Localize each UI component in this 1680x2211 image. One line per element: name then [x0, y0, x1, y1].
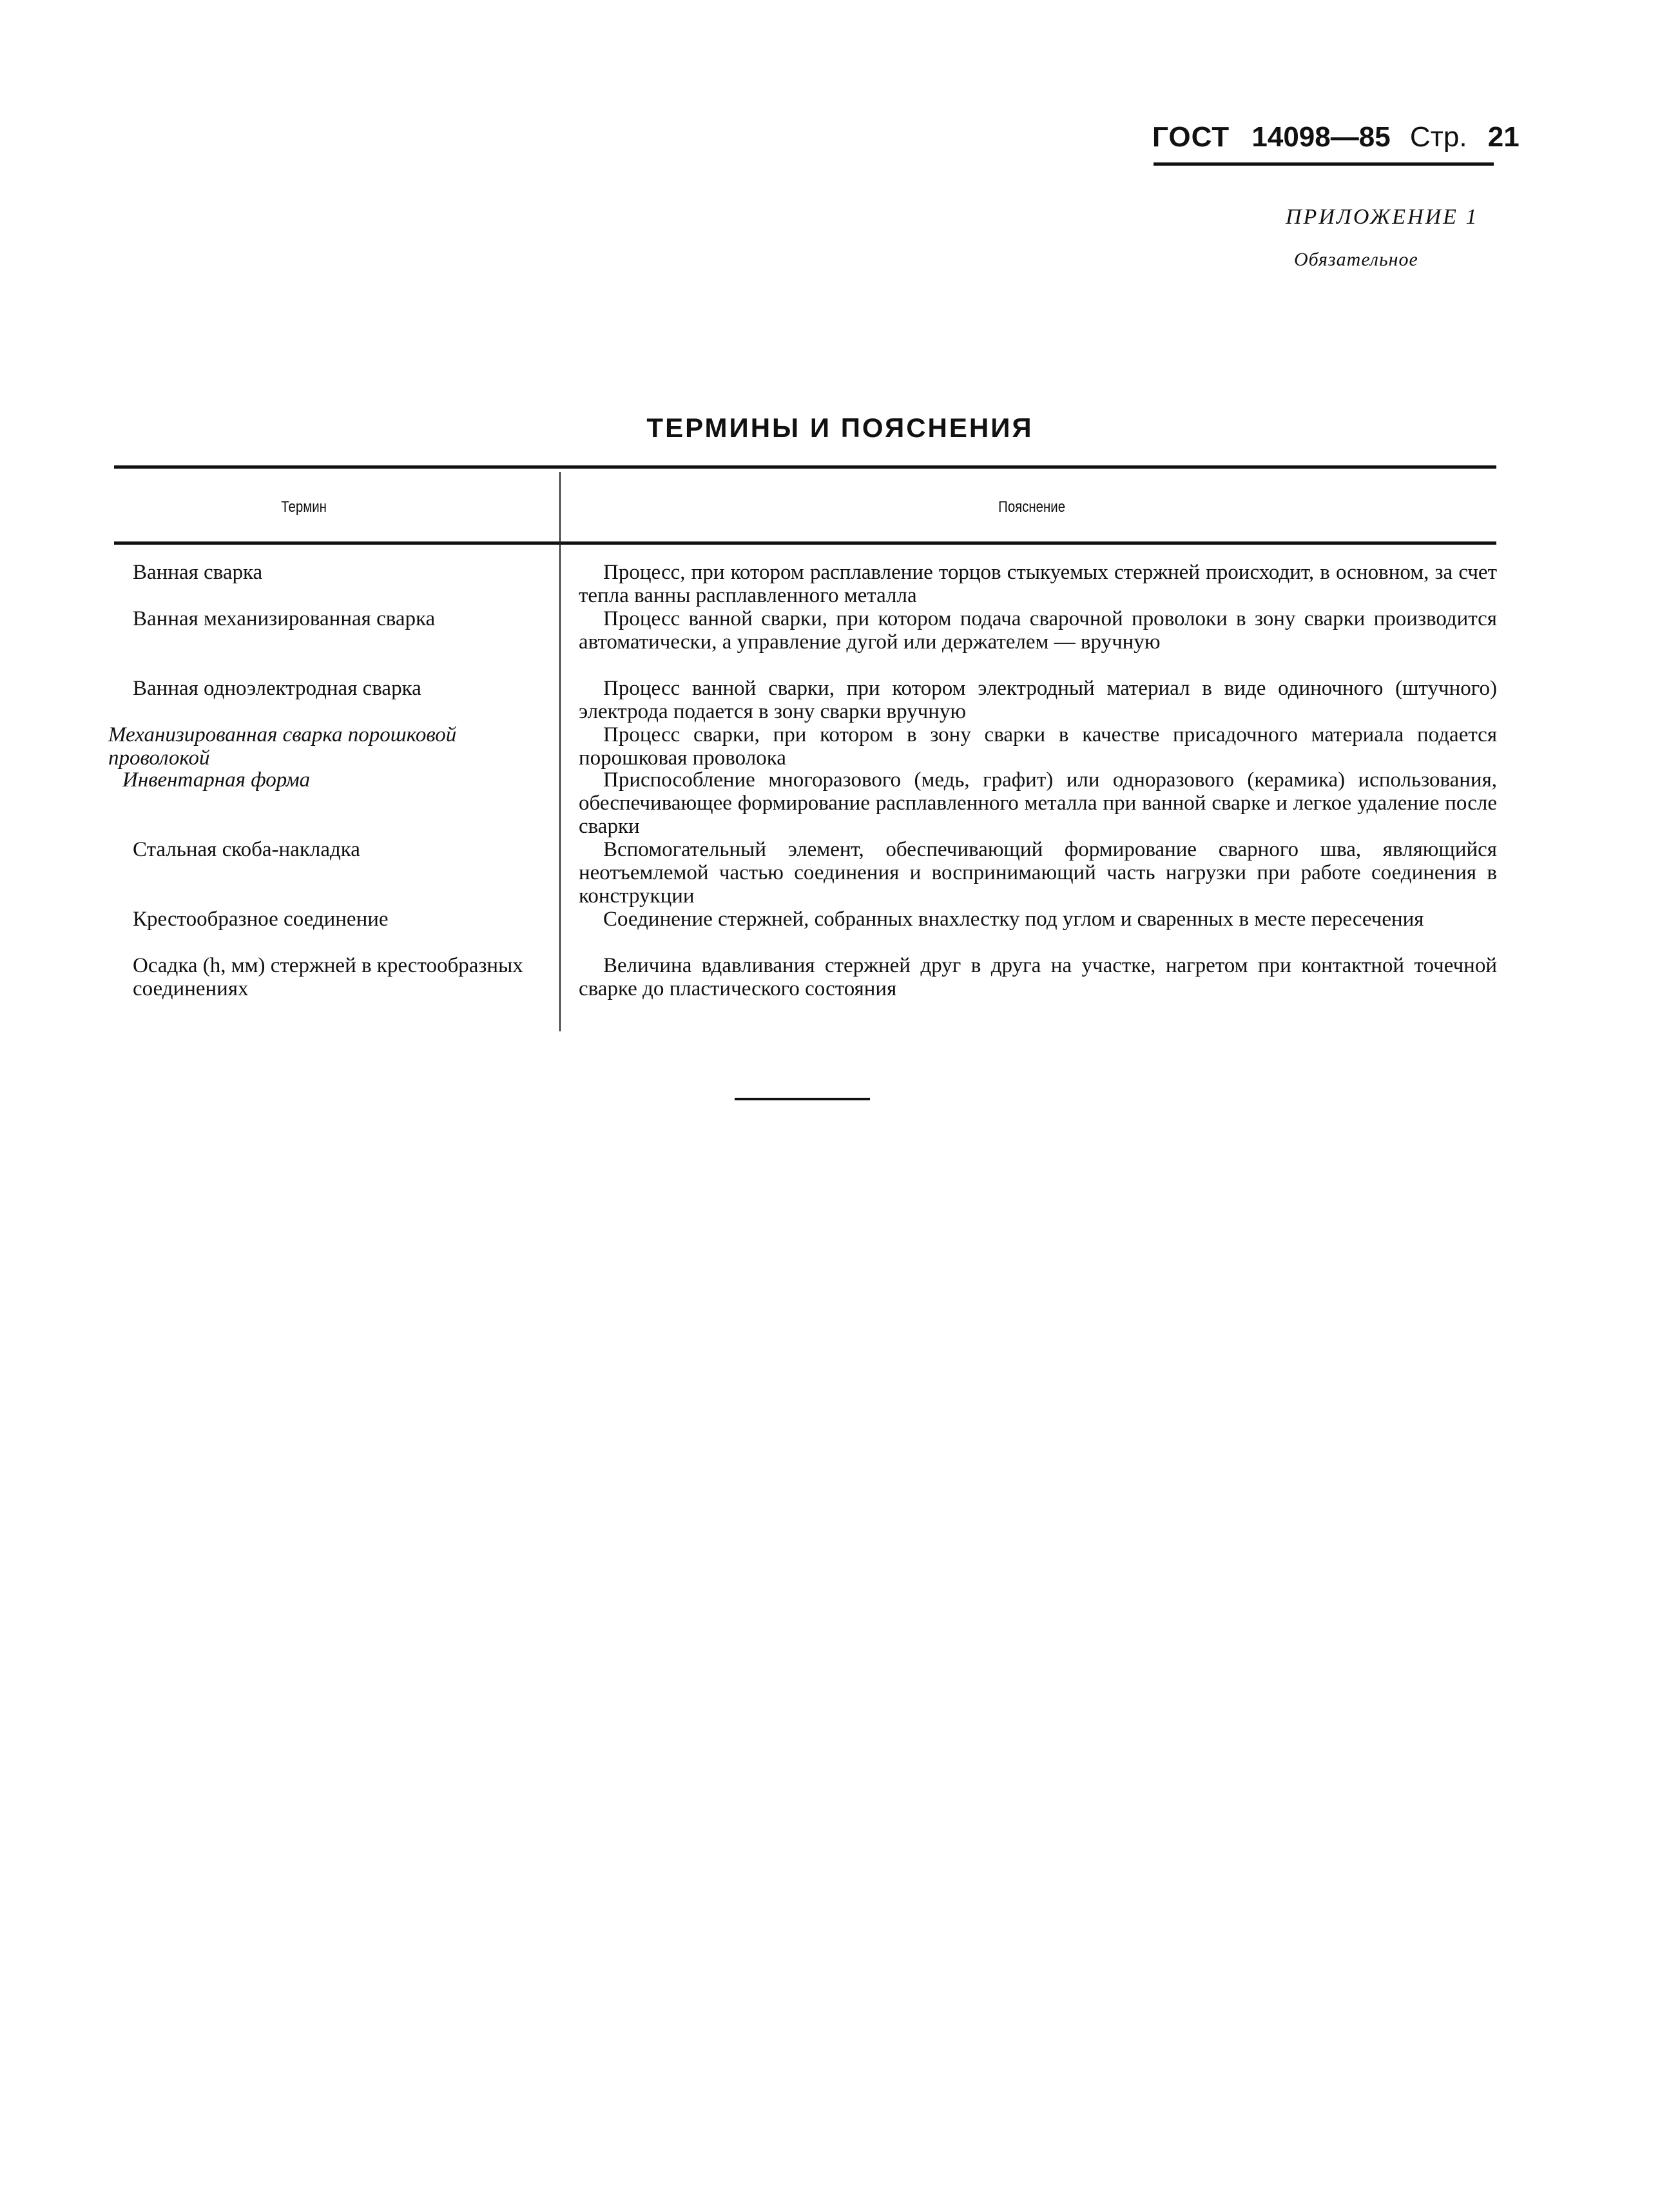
standard-number: 14098—85 [1251, 121, 1391, 153]
term-cell: Ванная одноэлектродная сварка [133, 677, 421, 700]
column-divider [559, 472, 561, 1031]
term-cell: Крестообразное соединение [133, 908, 389, 931]
header-rule [1154, 162, 1494, 166]
page-header [1152, 121, 1520, 153]
standard-label: ГОСТ [1152, 121, 1230, 153]
appendix-status: Обязательное [1294, 249, 1418, 270]
explanation-cell: Вспомогательный элемент, обеспечивающий формирование сварного шва, являющийся неотъемлемой частью соединения и воспринимающий часть нагрузки при работе соединения в конструкции [579, 838, 1497, 908]
column-header-term: Термин [281, 498, 327, 516]
explanation-cell: Приспособление многоразового (медь, графит) или одноразового (керамика) использования, обеспечивающее формирование расплавленного металла при ванной сварке и легкое удаление после сварки [579, 768, 1497, 838]
table-header-rule [114, 541, 1496, 545]
term-cell: Стальная скоба-накладка [133, 838, 360, 861]
term-cell: Механизированная сварка порошковой проволокой [108, 723, 457, 770]
term-cell: Ванная механизированная сварка [133, 607, 436, 630]
term-cell: Инвентарная форма [122, 768, 311, 792]
page-label: Стр. [1409, 121, 1467, 153]
column-header-explanation: Пояснение [998, 498, 1066, 516]
explanation-cell: Процесс сварки, при котором в зону сварки в качестве присадочного материала подается порошковая проволока [579, 723, 1497, 770]
end-rule [735, 1098, 870, 1100]
explanation-cell: Величина вдавливания стержней друг в друга на участке, нагретом при контактной точечной сварке до пластического состояния [579, 954, 1497, 1000]
explanation-cell: Соединение стержней, собранных внахлестку под углом и сваренных в месте пересечения [603, 908, 1424, 931]
explanation-cell: Процесс, при котором расплавление торцов стыкуемых стержней происходит, в основном, за счет тепла ванны расплавленного металла [579, 561, 1497, 607]
document-title: ТЕРМИНЫ И ПОЯСНЕНИЯ [646, 413, 1034, 443]
term-cell: Ванная сварка [133, 561, 263, 584]
explanation-cell: Процесс ванной сварки, при котором подача сварочной проволоки в зону сварки производится автоматически, а управление дугой или держателем — вручную [579, 607, 1497, 654]
page-number: 21 [1487, 121, 1520, 153]
term-cell: Осадка (h, мм) стержней в крестообразных соединениях [133, 954, 523, 1000]
appendix-title: ПРИЛОЖЕНИЕ 1 [1286, 205, 1479, 229]
table-top-rule [114, 465, 1496, 469]
explanation-cell: Процесс ванной сварки, при котором электродный материал в виде одиночного (штучного) электрода подается в зону сварки вручную [579, 677, 1497, 723]
